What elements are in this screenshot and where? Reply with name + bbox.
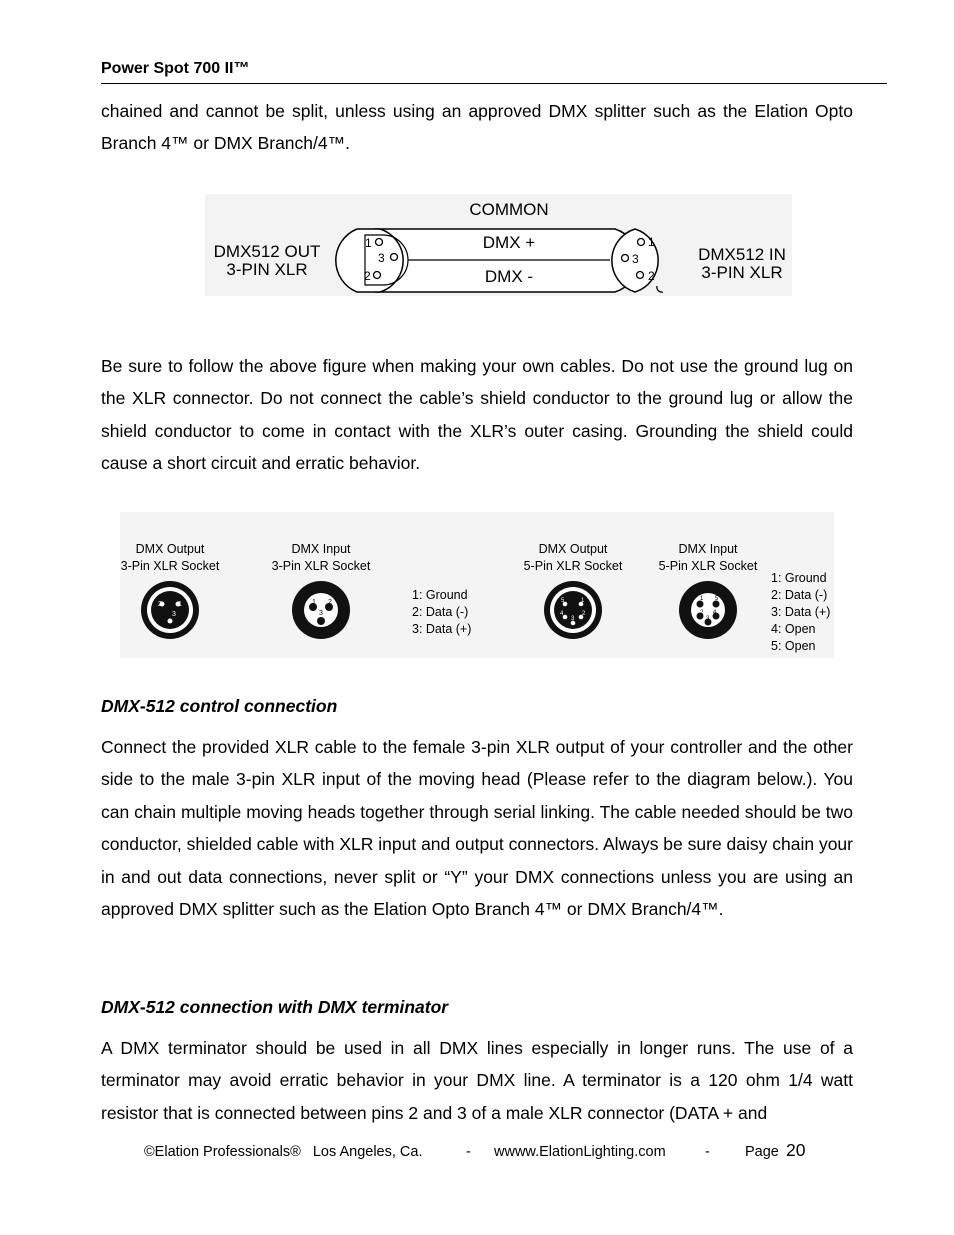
dmx-minus-label: DMX -	[484, 267, 534, 286]
footer-copyright: ©Elation Professionals® Los Angeles, Ca.	[144, 1144, 423, 1160]
legend5-ground: 1: Ground	[771, 571, 827, 585]
footer-separator-2: -	[705, 1144, 710, 1160]
socket1-3pin-output	[141, 581, 199, 639]
legend3-ground: 1: Ground	[412, 588, 468, 602]
svg-text:5: 5	[561, 598, 565, 604]
footer-website: wwww.ElationLighting.com	[494, 1144, 666, 1160]
socket4-title-line1: DMX Input	[678, 542, 738, 556]
socket2-title-line2: 3-Pin XLR Socket	[271, 559, 371, 573]
paragraph-terminator: A DMX terminator should be used in all DMX lines especially in longer runs. The use of a terminator may avoid erratic behavior in your DMX line. A terminator is a 120 ohm 1/4 watt resistor that is connected between pins 2 and 3 of a male XLR connector (DATA + and	[101, 1038, 853, 1123]
socket1-title-line1: DMX Output	[135, 542, 205, 556]
svg-text:3: 3	[319, 610, 323, 617]
legend5-open-5: 5: Open	[771, 639, 816, 653]
legend5-data-plus: 3: Data (+)	[771, 605, 831, 619]
socket3-5pin-output	[544, 581, 602, 639]
right-pin-1: 1	[648, 235, 655, 249]
legend3-data-plus: 3: Data (+)	[412, 622, 472, 636]
legend5-data-minus: 2: Data (-)	[771, 588, 828, 602]
svg-text:3: 3	[172, 611, 176, 618]
svg-text:2: 2	[158, 601, 162, 608]
footer-page-label: Page	[745, 1144, 779, 1160]
common-label: COMMON	[469, 200, 549, 219]
heading-terminator: DMX-512 connection with DMX terminator	[101, 997, 449, 1017]
page-header-title: Power Spot 700 II™	[101, 60, 250, 77]
socket4-5pin-input	[679, 581, 737, 639]
svg-text:2: 2	[328, 599, 332, 606]
paragraph-control-connection: Connect the provided XLR cable to the female 3-pin XLR output of your controller and the other side to the male 3-pin XLR input of the moving head (Please refer to the diagram below.). You can chain multiple moving heads together through serial linking. The cable needed should be two conductor, shielded cable with XLR input and output connectors. Always be sure daisy chain your in and out data connections, never split or “Y” your DMX connections unless you are using an approved DMX splitter such as the Elation Opto Branch 4™ or DMX Branch/4™.	[101, 737, 853, 920]
dmx-in-label-line1: DMX512 IN	[698, 245, 786, 264]
dmx-out-label-line1: DMX512 OUT	[213, 242, 321, 261]
socket4-title-line2: 5-Pin XLR Socket	[658, 559, 758, 573]
svg-text:1: 1	[700, 596, 704, 602]
right-pin-2: 2	[648, 269, 655, 283]
header-rule	[101, 83, 887, 84]
footer-separator-1: -	[466, 1144, 471, 1160]
svg-text:5: 5	[715, 596, 719, 602]
svg-text:1: 1	[581, 598, 585, 604]
left-pin-3: 3	[378, 251, 385, 265]
socket1-title-line2: 3-Pin XLR Socket	[120, 559, 220, 573]
svg-text:1: 1	[178, 601, 182, 608]
footer-page-number: 20	[786, 1140, 806, 1160]
svg-text:2: 2	[700, 610, 704, 616]
svg-text:3: 3	[706, 616, 710, 622]
socket2-3pin-input	[292, 581, 350, 639]
paragraph-cable-warning: Be sure to follow the above figure when making your own cables. Do not use the ground lug on the XLR connector. Do not connect the cable’s shield conductor to the ground lug or allow the shield conductor to come in contact with the XLR’s outer casing. Grounding the shield could cause a short circuit and erratic behavior.	[101, 356, 853, 474]
socket2-title-line1: DMX Input	[291, 542, 351, 556]
svg-text:4: 4	[713, 610, 717, 616]
dmx-out-label-line2: 3-PIN XLR	[226, 260, 308, 279]
legend3-data-minus: 2: Data (-)	[412, 605, 469, 619]
svg-text:1: 1	[312, 599, 316, 606]
xlr-cable-diagram	[205, 194, 792, 296]
legend5-open-4: 4: Open	[771, 622, 816, 636]
socket3-title-line2: 5-Pin XLR Socket	[523, 559, 623, 573]
svg-text:4: 4	[560, 611, 564, 617]
left-pin-2: 2	[364, 269, 371, 283]
dmx-in-label-line2: 3-PIN XLR	[701, 263, 783, 282]
paragraph-splitter: chained and cannot be split, unless using an approved DMX splitter such as the Elation Opto Branch 4™ or DMX Branch/4™.	[101, 101, 853, 154]
right-pin-3: 3	[632, 252, 639, 266]
xlr-socket-pinout-diagram	[120, 512, 834, 658]
socket3-title-line1: DMX Output	[538, 542, 608, 556]
dmx-plus-label: DMX +	[482, 233, 536, 252]
svg-text:3: 3	[571, 616, 575, 622]
heading-control-connection: DMX-512 control connection	[101, 696, 338, 716]
left-pin-1: 1	[365, 236, 372, 250]
svg-text:2: 2	[582, 611, 586, 617]
